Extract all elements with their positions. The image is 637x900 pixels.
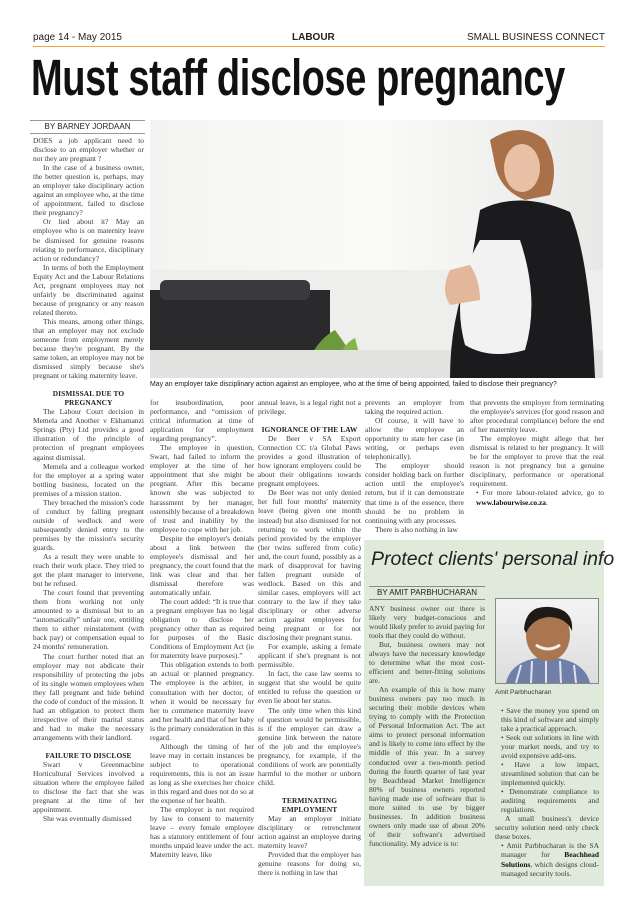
bold-text: Beachhead Solutions [501, 850, 599, 869]
article-column-2 [150, 398, 254, 859]
paragraph: Provided that the employer has genuine reasons for doing so, there is nothing in law that [258, 850, 361, 878]
header-rule [33, 46, 605, 47]
sidebar-byline: BY AMIT PARBHUCHARAN [369, 586, 485, 600]
paragraph: This means, among other things, that an employer may not exclude someone from employment merely because they're pregnant. By the same token, an employee may not be dismissed simply because she's pregnant or taking maternity leave. [33, 316, 144, 381]
paragraph: The court added: “It is true that a pregnant employee has no legal obligation to disclose her pregnancy other than as required for purposes of the Basic Conditions of Employment Act (ie for maternity leave purposes).” [150, 597, 254, 661]
paragraph: A small business's device security solution need only check these boxes. [495, 814, 599, 842]
paragraph: DOES a job applicant need to disclose to an employer whether or not they are pregnant ? [33, 136, 144, 164]
article-column-1 [33, 136, 144, 823]
page-info: page 14 - May 2015 [33, 32, 122, 43]
paragraph: annual leave, is a legal right not a privilege. [258, 398, 361, 417]
paragraph: The court further noted that an employer may not abdicate their responsibility of protecting the jobs of its single women employees when they fall pregnant and hide behind the code of conduct of the mission. It had an obligation to protect them irrespective of their marital status and had to make the necessary arrangements with their landlord. [33, 651, 144, 742]
article-photo [150, 120, 603, 378]
paragraph: As a result they were unable to reach their work place. They tried to get the plant manager to intervene, but he refused. [33, 552, 144, 589]
bold-text: www.labourwise.co.za [476, 497, 547, 507]
author-photo-caption: Amit Parbhucharan [495, 688, 552, 696]
paragraph: that prevents the employer from terminating the employee's services (for good reason and after procedural compliance) before the end of her maternity leave. [470, 398, 604, 435]
bullet-item: • Have a low impact, streamlined solution that can be implemented quickly. [501, 759, 599, 788]
text-run: . [546, 497, 548, 507]
paragraph: The employer is not required by law to consent to maternity leave – every female employee has a statutory entitlement of four months unpaid leave under the act. Maternity leave, like [150, 805, 254, 860]
paragraph: This obligation extends to both an actual or planned pregnancy. The employee is the arbiter, in consultation with her doctor, of when it would be necessary for her to commence maternity leave and her health and that of her baby is the primary consideration in this regard. [150, 660, 254, 742]
paragraph: She was eventually dismissed [43, 814, 132, 824]
bullet-item [470, 488, 604, 506]
article-byline: BY BARNEY JORDAAN [30, 120, 145, 134]
subheading: IGNORANCE OF THE LAW [261, 425, 358, 435]
photo-caption: May an employer take disciplinary action against an employee, who at the time of being appointed, failed to disclose their pregnancy? [150, 381, 557, 388]
author-portrait-image [496, 599, 598, 683]
right-columns-row [364, 398, 604, 534]
paragraph: They breached the mission's code of conduct by falling pregnant outside of wedlock and were subsequently denied entry to the premises by the mission's security guards. [33, 497, 144, 552]
subheading: DISMISSAL DUE TO PREGNANCY [52, 389, 125, 408]
sidebar-body [369, 586, 599, 878]
paragraph: For example, asking a female applicant if she's pregnant is not permissible. [258, 642, 361, 670]
right-columns-area [364, 398, 615, 886]
paragraph: An example of this is how many business owners pay too much in securing their mobile devices when trying to comply with the Protection of Personal Information Act. The act aims to protect personal information and is likely to come into effect by the middle of this year. In a survey conducted over a two-month period during the fourth quarter of last year by Beachhead Market Intelligence 80% of business owners reported having made use of software that is more suited to use by bigger businesses. In addition business owners only made use of about 20% of their software's advertised functionality. My advice is to: [369, 685, 485, 848]
paragraph: The only time when this kind of question would be permissible, is if the employer can draw a genuine link between the nature of the job and the employee's pregnancy, for example, if the conditions of work are potentially harmful to the mother or unborn child. [258, 705, 361, 787]
section-label: LABOUR [292, 32, 335, 43]
paragraph: The court found that preventing them from working not only amounted to a dismissal but to an “automatically” unfair one, entitling them to either reinstatement (with back pay) or compensation equal to 24 months' remuneration. [33, 588, 144, 652]
paragraph: Of course, it will have to allow the employee an opportunity to state her case (in writing, or perhaps even telephonically). [365, 416, 464, 462]
paragraph: May an employer initiate disciplinary or retrenchment action against an employee during maternity leave? [258, 813, 361, 851]
paragraph: De Beer was not only denied her full four months' maternity leave (being given one month instead) but also dismissed for not returning to work within the period provided by the employer (her twins suffered from colic) and, the court found, possibly as a mark of disapproval for having fallen pregnant outside of wedlock. Based on this and similar cases, employers will act contrary to the law if they take disciplinary or other adverse action against employees for being pregnant or for not disclosing their pregnant status. [258, 488, 361, 643]
paragraph: In the case of a business owner, the better question is, perhaps, may an employer take disciplinary action against an employee who, at the time of appointment, failed to disclose their pregnancy? [33, 163, 144, 218]
paragraph: The employer should consider holding back on further action until the employee's return, but if it can demonstrate that time is of the essence, there should be no problem in continuing with any processes. [365, 461, 464, 525]
article-column-3 [258, 398, 361, 877]
sidebar-column-1 [369, 604, 485, 848]
paragraph: Despite the employer's denials about a link between the employee's dismissal and her pregnancy, the court found that the link was clear and that her dismissal therefore was automatically unfair. [150, 533, 254, 597]
paragraph: ANY business owner out there is likely very budget-conscious and would likely prefer to avoid paying for tools that they could do without. [369, 603, 485, 640]
sidebar-title: Protect clients' personal info [371, 547, 615, 570]
text-run: • For more labour-related advice, go to [476, 488, 604, 498]
sidebar-box [364, 540, 615, 886]
sidebar-right [495, 586, 599, 878]
paragraph: Memela and a colleague worked for the employer at a spring water bottling business, located on the premises of a mission station. [33, 461, 144, 498]
paragraph: Although the timing of her leave may in certain instances be subject to operational requirements, this is not an issue as long as she exercises her choice in this regard and does not do so at the expense of her health. [150, 741, 254, 806]
publication-name: SMALL BUSINESS CONNECT [467, 32, 605, 43]
sidebar-column-2 [495, 706, 599, 878]
paragraph: prevents an employer from taking the required action. [365, 398, 464, 417]
bullet-item [495, 841, 599, 877]
paragraph: In fact, the case law seems to suggest that she would be quite entitled to refuse the question or even lie about her status. [258, 669, 361, 706]
subheading: FAILURE TO DISCLOSE [45, 751, 132, 760]
paragraph: Swart v Greenmachine Horticultural Services involved a situation where the employee failed to disclose the fact that she was pregnant at the time of her appointment. [33, 760, 144, 815]
paragraph: De Beer v SA Export Connection CC t/a Global Paws provides a good illustration of how ignorant employers could be about their obligations towards pregnant employees. [258, 434, 361, 489]
text-run: , which designs cloud-managed security tools. [501, 859, 599, 878]
bullet-item: • Save the money you spend on this kind of software and simply take a practical approach. [501, 705, 599, 733]
article-title: Must staff disclose pregnancy [31, 49, 565, 106]
paragraph: for insubordination, poor performance, and “omission of critical information at time of application for employment regarding pregnancy”. [150, 398, 254, 444]
paragraph: There is also nothing in law [375, 524, 458, 534]
article-column-5 [470, 398, 604, 507]
author-photo [495, 598, 599, 684]
paragraph: The Labour Court decision in Memela and Another v Ekhamanzi Springs (Pty) Ltd provides a good illustration of the principle of protection of pregnant employees against dismissal. [33, 407, 144, 462]
paragraph: Or lied about it? May an employee who is on maternity leave be dismissed for genuine reasons relating to performance, disciplinary action or redundancy? [33, 217, 144, 263]
paragraph: The employee in question, Swart, had failed to inform the employer at the time of her appointment that she might be pregnant. After this became known she was subjected to harassment by her manager, ostensibly because of a breakdown of trust and inability by the employee to cope with her job. [150, 443, 254, 534]
bullet-item: • Seek out solutions in line with your market needs, and try to avoid expensive add-ons. [501, 732, 599, 760]
subheading: TERMINATING EMPLOYMENT [281, 795, 338, 814]
paragraph: The employee might allege that her dismissal is related to her pregnancy. It will be for the employer to prove that the real reason is not pregnancy but a genuine disciplinary, performance or operational requirement. [470, 434, 604, 489]
bullet-item: • Demonstrate compliance to auditing requirements and regulations. [501, 787, 599, 815]
text-run: • Amit Parbhucharan is the SA manager for [501, 841, 599, 860]
pregnant-woman-at-desk-image [150, 120, 603, 378]
sidebar-left [369, 586, 485, 848]
article-column-4 [365, 398, 464, 534]
paragraph: But, business owners may not always have the necessary knowledge to determine what the most cost-efficient and better-fitting solutions are. [369, 639, 485, 686]
paragraph: In terms of both the Employment Equity Act and the Labour Relations Act, pregnant employees may not unfairly be discriminated against because of pregnancy or any reason related thereto. [33, 262, 144, 317]
